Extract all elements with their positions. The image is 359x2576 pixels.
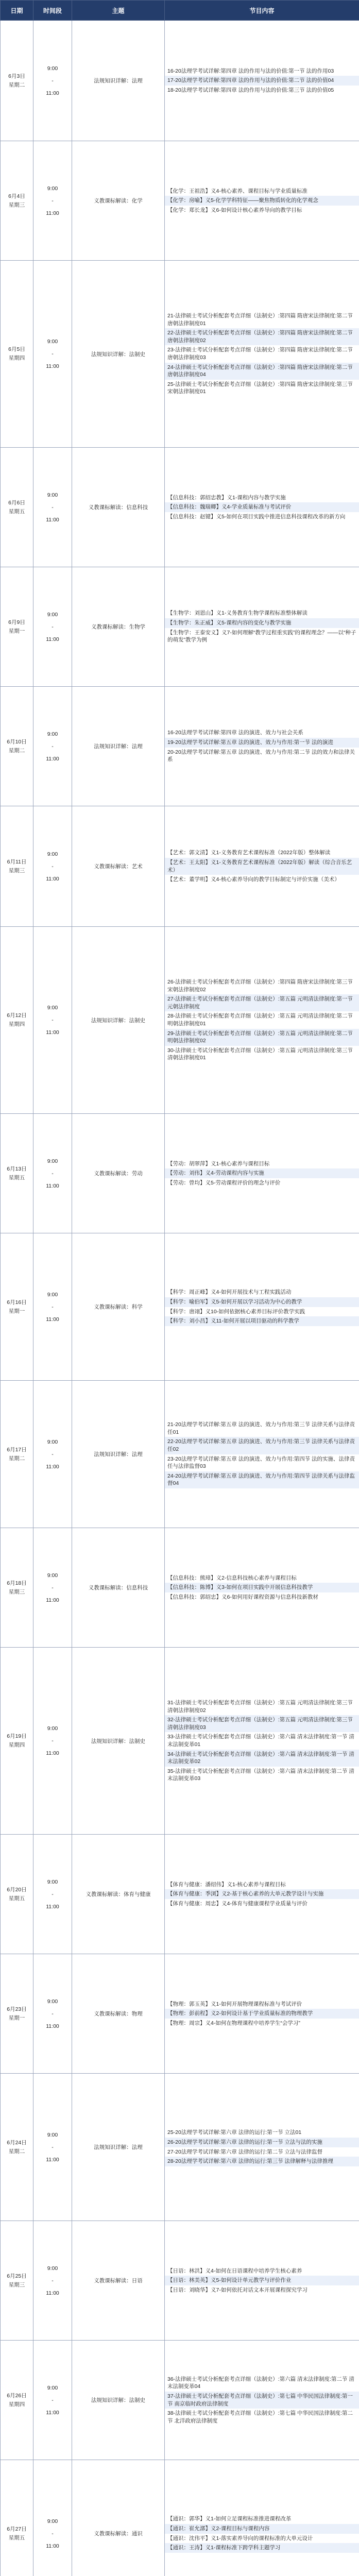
date-text: 6月9日 [1,618,33,627]
date-cell [1,2460,33,2576]
schedule-row [1,141,359,261]
program-item: 35-法律硕士考试分析配套考点详细（法制史）:第六篇 清末法律制度:第二节 清末法制变革03 [165,1767,359,1784]
content-cell [165,141,359,261]
program-item: 【通识：郭华】义1-如何立足课程标准推进课程改革 [165,2514,359,2524]
time-end: 11:00 [33,2020,72,2032]
program-item: 【科学：周正峰】义4-如何开展技术与工程实践活动 [165,1287,359,1297]
time-sep: - [33,75,72,87]
date-cell [1,1381,33,1528]
schedule-row [1,261,359,448]
date-cell [1,2341,33,2460]
weekday-text: 星期三 [1,2281,33,2290]
date-cell [1,1835,33,1954]
time-sep: - [33,195,72,207]
date-cell [1,141,33,261]
weekday-text: 星期四 [1,1020,33,1029]
time-end: 11:00 [33,753,72,765]
time-sep: - [33,2141,72,2154]
weekday-text: 星期二 [1,747,33,755]
time-sep: - [33,1014,72,1026]
program-item: 26-法律硕士考试分析配套考点详细（法制史）:第四篇 隋唐宋法律制度:第三节 宋朝法律制度02 [165,977,359,994]
program-item: 27-20法理学考试详解:第六章 法律的运行:第二节 立法与法律监督 [165,2147,359,2157]
time-cell [33,687,72,806]
time-start: 9:00 [33,2129,72,2141]
date-cell [1,21,33,141]
time-sep: - [33,2008,72,2020]
program-item: 28-20法理学考试详解:第六章 法律的运行:第三节 法律解释与法律推理 [165,2157,359,2166]
time-sep: - [33,1448,72,1461]
program-item: 38-法律硕士考试分析配套考点详细（法制史）:第七篇 中华民国法律制度:第二节 北洋政府法律制度 [165,2409,359,2426]
time-start: 9:00 [33,728,72,740]
topic-cell: 法规知识详解：法理 [72,21,165,141]
program-item: 【信息科技：熊璋】义2-信息科技核心素养与课程目标 [165,1573,359,1583]
weekday-text: 星期四 [1,2400,33,2409]
content-cell [165,927,359,1114]
program-item: 【体育与健康：周忠】义4-体育与健康课程学业质量与评价 [165,1899,359,1909]
content-cell [165,1835,359,1954]
topic-cell: 法规知识详解：法理 [72,1381,165,1528]
program-item: 29-法律硕士考试分析配套考点详细（法制史）:第五篇 元明清法律制度:第二节 明朝法律制度02 [165,1029,359,1046]
date-cell [1,261,33,448]
date-cell [1,927,33,1114]
time-start: 9:00 [33,848,72,860]
weekday-text: 星期二 [1,2147,33,2156]
time-cell [33,2341,72,2460]
content-cell [165,1114,359,1233]
topic-cell: 义教课标解读：生物学 [72,567,165,687]
date-cell [1,1954,33,2074]
program-item: 22-法律硕士考试分析配套考点详细（法制史）:第四篇 隋唐宋法律制度:第二节 唐朝法律制度02 [165,328,359,345]
program-item: 16-20法理学考试详解:第四章 法的作用与法的价值:第一节 法的作用03 [165,66,359,76]
weekday-text: 星期五 [1,507,33,516]
date-cell [1,1528,33,1648]
time-sep: - [33,501,72,514]
time-start: 9:00 [33,2515,72,2528]
time-end: 11:00 [33,1594,72,1606]
time-end: 11:00 [33,1180,72,1192]
time-sep: - [33,860,72,873]
topic-cell: 法规知识详解：法理 [72,687,165,806]
time-cell [33,806,72,927]
time-cell [33,2074,72,2221]
time-cell [33,1648,72,1835]
date-text: 6月24日 [1,2139,33,2147]
date-cell [1,1114,33,1233]
date-cell [1,2221,33,2341]
program-item: 【艺术：董学明】义4-核心素养导向的教学目标制定与评价实施（美术） [165,875,359,885]
program-item: 33-法律硕士考试分析配套考点详细（法制史）:第六篇 清末法律制度:第一节 清末法制变革01 [165,1732,359,1749]
schedule-row [1,1528,359,1648]
topic-cell: 义教课标解读：物理 [72,1954,165,2074]
time-sep: - [33,2275,72,2287]
weekday-text: 星期四 [1,354,33,363]
time-cell [33,21,72,141]
program-item: 【化学：房喻】义5-化学学科特征——聚焦物质转化的化学观念 [165,196,359,206]
program-item: 24-法律硕士考试分析配套考点详细（法制史）:第四篇 隋唐宋法律制度:第二节 唐朝法律制度04 [165,363,359,380]
date-cell [1,1648,33,1835]
program-item: 【劳动：刘伟】义4-劳动课程内容与实施 [165,1168,359,1178]
time-start: 9:00 [33,2262,72,2275]
program-item: 23-法律硕士考试分析配套考点详细（法制史）:第四篇 隋唐宋法律制度:第二节 唐朝法律制度03 [165,345,359,362]
date-text: 6月23日 [1,2005,33,2014]
date-text: 6月16日 [1,1298,33,1307]
program-item: 24-20法理学考试详解:第五章 法的演进、效力与作用:第四节 法律关系与法律监督04 [165,1471,359,1488]
program-item: 26-20法理学考试详解:第六章 法律的运行:第一节 立法与法的实施 [165,2138,359,2147]
content-cell [165,2074,359,2221]
time-sep: - [33,1167,72,1180]
time-start: 9:00 [33,1436,72,1448]
time-end: 11:00 [33,1313,72,1326]
program-item: 【通识：崔允漷】义2-课程目标与课程内容 [165,2524,359,2534]
header-content: 节目内容 [165,1,359,21]
time-start: 9:00 [33,608,72,621]
time-end: 11:00 [33,1461,72,1473]
program-item: 25-20法理学考试详解:第六章 法律的运行:第一节 立法01 [165,2128,359,2138]
program-item: 【艺术：郭文清】义1-义务教育艺术课程标准（2022年版）整体解读 [165,848,359,858]
schedule-row [1,1381,359,1528]
topic-cell: 义教课标解读：体育与健康 [72,1835,165,1954]
schedule-row [1,2221,359,2341]
topic-cell: 法规知识详解：法理 [72,2074,165,2221]
topic-cell: 法规知识详解：法制史 [72,1648,165,1835]
program-item: 21-20法理学考试详解:第五章 法的演进、效力与作用:第三节 法律关系与法律责任01 [165,1420,359,1437]
header-row [1,1,359,21]
program-item: 31-法律硕士考试分析配套考点详细（法制史）:第五篇 元明清法律制度:第三节 清朝法律制度02 [165,1698,359,1715]
time-sep: - [33,1888,72,1901]
time-end: 11:00 [33,360,72,372]
time-start: 9:00 [33,1569,72,1582]
date-text: 6月25日 [1,2272,33,2281]
time-start: 9:00 [33,62,72,75]
time-cell [33,1528,72,1648]
time-end: 11:00 [33,2287,72,2299]
program-item: 34-法律硕士考试分析配套考点详细（法制史）:第六篇 清末法律制度:第一节 清末法制变革02 [165,1750,359,1767]
program-item: 【信息科技：郭绍忠教】义1-课程内容与教学实施 [165,493,359,503]
program-item: 20-20法理学考试详解:第五章 法的演进、效力与作用:第二节 法的效力和法律关系 [165,748,359,765]
schedule-row [1,1233,359,1381]
date-cell [1,687,33,806]
program-item: 32-法律硕士考试分析配套考点详细（法制史）:第五篇 元明清法律制度:第三节 清朝法律制度03 [165,1715,359,1732]
time-start: 9:00 [33,335,72,348]
program-item: 36-法律硕士考试分析配套考点详细（法制史）:第六篇 清末法律制度:第二节 清末法制变革04 [165,2375,359,2392]
topic-cell: 义教课标解读：信息科技 [72,448,165,567]
time-sep: - [33,348,72,360]
program-item: 【生物学：刘恩山】义1-义务教育生物学课程标准整体解读 [165,608,359,618]
program-item: 【物理：周宗】义4-如何在物理课程中培养学生“会学习” [165,2019,359,2028]
topic-cell: 义教课标解读：通识 [72,2460,165,2576]
time-start: 9:00 [33,2382,72,2394]
time-start: 9:00 [33,1155,72,1167]
time-end: 11:00 [33,2406,72,2419]
program-item: 21-法律硕士考试分析配套考点详细（法制史）:第四篇 隋唐宋法律制度:第二节 唐朝法律制度01 [165,311,359,328]
content-cell [165,2341,359,2460]
program-item: 【艺术：王太阳】义1-义务教育艺术课程标准（2022年版）解读（综合音乐艺术） [165,858,359,875]
program-item: 【生物学：朱正威】义5-课程内容的变化与教学实施 [165,618,359,628]
content-cell [165,687,359,806]
topic-cell: 法规知识详解：法制史 [72,927,165,1114]
content-cell [165,567,359,687]
schedule-row [1,2341,359,2460]
header-topic: 主题 [72,1,165,21]
topic-cell: 义教课标解读：信息科技 [72,1528,165,1648]
time-start: 9:00 [33,1002,72,1014]
program-item: 【劳动：胡翠萍】义1-核心素养与课程目标 [165,1159,359,1169]
topic-cell: 法规知识详解：法制史 [72,2341,165,2460]
program-item: 22-20法理学考试详解:第五章 法的演进、效力与作用:第三节 法律关系与法律责任02 [165,1437,359,1454]
time-cell [33,1381,72,1528]
program-item: 18-20法理学考试详解:第四章 法的作用与法的价值:第三节 法的价值05 [165,86,359,95]
program-item: 30-法律硕士考试分析配套考点详细（法制史）:第五篇 元明清法律制度:第三节 清朝法律制度01 [165,1046,359,1063]
topic-cell: 义教课标解读：艺术 [72,806,165,927]
time-end: 11:00 [33,514,72,526]
time-cell [33,1114,72,1233]
date-text: 6月11日 [1,858,33,867]
time-sep: - [33,2394,72,2406]
program-item: 【劳动：曾均】义5-劳动课程评价的理念与评价 [165,1178,359,1188]
topic-cell: 义教课标解读：化学 [72,141,165,261]
program-item: 【信息科技：郭绍忠】义6-如何用好课程资源与信息科技新教材 [165,1592,359,1602]
time-sep: - [33,740,72,753]
date-text: 6月20日 [1,1886,33,1894]
schedule-row [1,1114,359,1233]
program-item: 【科学：喻伯军】义5-如何开展以学习活动为中心的教学 [165,1297,359,1307]
time-end: 11:00 [33,633,72,646]
date-text: 6月5日 [1,345,33,354]
time-cell [33,261,72,448]
time-end: 11:00 [33,1901,72,1913]
topic-cell: 义教课标解读：科学 [72,1233,165,1381]
program-item: 【日语：刘晓华】义7-如何依托对话文本开展课程探究学习 [165,2285,359,2295]
content-cell [165,1233,359,1381]
date-text: 6月27日 [1,2525,33,2534]
content-cell [165,2221,359,2341]
program-item: 19-20法理学考试详解:第五章 法的演进、效力与作用:第一节 法的演进 [165,738,359,748]
time-cell [33,1954,72,2074]
time-end: 11:00 [33,2540,72,2552]
program-item: 37-法律硕士考试分析配套考点详细（法制史）:第七篇 中华民国法律制度:第一节 南京临时政府法律制度 [165,2392,359,2409]
time-end: 11:00 [33,207,72,219]
time-start: 9:00 [33,1289,72,1301]
time-start: 9:00 [33,182,72,195]
date-cell [1,567,33,687]
weekday-text: 星期五 [1,1174,33,1182]
program-item: 【日语：林美英】义5-如何设计单元教学与评价作业 [165,2276,359,2285]
time-cell [33,141,72,261]
schedule-row [1,2460,359,2576]
weekday-text: 星期一 [1,1307,33,1316]
program-item: 【信息科技：陈博】义3-如何在项目实践中开展信息科技教学 [165,1583,359,1592]
content-cell [165,806,359,927]
date-text: 6月26日 [1,2392,33,2400]
schedule-row [1,1648,359,1835]
time-end: 11:00 [33,2154,72,2166]
date-cell [1,2074,33,2221]
weekday-text: 星期一 [1,2014,33,2023]
program-item: 23-20法理学考试详解:第五章 法的演进、效力与作用:第四节 法的实施、法律责任与法律监督03 [165,1454,359,1471]
date-text: 6月12日 [1,1011,33,1020]
content-cell [165,1528,359,1648]
time-cell [33,1835,72,1954]
date-text: 6月17日 [1,1446,33,1454]
time-end: 11:00 [33,87,72,99]
time-cell [33,2221,72,2341]
program-item: 25-法律硕士考试分析配套考点详细（法制史）:第四篇 隋唐宋法律制度:第三节 宋朝法律制度01 [165,380,359,397]
date-cell [1,806,33,927]
topic-cell: 义教课标解读：劳动 [72,1114,165,1233]
time-sep: - [33,621,72,633]
time-end: 11:00 [33,1747,72,1759]
weekday-text: 星期五 [1,1894,33,1903]
program-item: 【化学：郑长龙】义6-如何设计核心素养导向的教学目标 [165,206,359,215]
schedule-row [1,1954,359,2074]
content-cell [165,448,359,567]
schedule-row [1,806,359,927]
header-date: 日期 [1,1,33,21]
weekday-text: 星期三 [1,201,33,210]
date-cell [1,448,33,567]
date-text: 6月10日 [1,738,33,747]
date-text: 6月13日 [1,1165,33,1174]
time-sep: - [33,1735,72,1747]
time-start: 9:00 [33,1995,72,2008]
program-item: 28-法律硕士考试分析配套考点详细（法制史）:第五篇 元明清法律制度:第二节 明朝法律制度01 [165,1011,359,1028]
program-item: 【科学：刘小昌】义11-如何开展以项目驱动的科学教学 [165,1316,359,1326]
program-item: 17-20法理学考试详解:第四章 法的作用与法的价值:第二节 法的价值04 [165,76,359,86]
weekday-text: 星期三 [1,1588,33,1597]
time-cell [33,567,72,687]
time-sep: - [33,1301,72,1313]
program-item: 【体育与健康：季浏】义2-基于核心素养的大单元教学设计与实施 [165,1889,359,1899]
program-item: 【物理：彭前程】义2-如何设计基于学业质量标准的物理教学 [165,2009,359,2019]
program-item: 16-20法理学考试详解:第四章 法的演进、效力与社会关系 [165,728,359,738]
weekday-text: 星期二 [1,1454,33,1463]
content-cell [165,1381,359,1528]
time-sep: - [33,1582,72,1594]
time-cell [33,927,72,1114]
program-item: 【体育与健康：潘绍伟】义1-核心素养与课程目标 [165,1880,359,1890]
time-end: 11:00 [33,873,72,885]
topic-cell: 法规知识详解：法制史 [72,261,165,448]
program-item: 【物理：郭玉英】义1-如何开展物理课程标准与考试评价 [165,1999,359,2009]
schedule-row [1,2074,359,2221]
date-text: 6月19日 [1,1732,33,1741]
time-start: 9:00 [33,489,72,501]
date-text: 6月18日 [1,1579,33,1588]
program-item: 【信息科技：魏瑞卿】义4-学业质量标准与考试评价 [165,502,359,512]
content-cell [165,21,359,141]
program-item: 【日语：林洪】义4-如何在日语课程中培养学生核心素养 [165,2266,359,2276]
schedule-row [1,927,359,1114]
time-cell [33,1233,72,1381]
weekday-text: 星期四 [1,1741,33,1750]
program-item: 【通识：沈伟平】义1-落实素养导向的课程标准的大单元设计 [165,2534,359,2544]
time-cell [33,448,72,567]
schedule-row [1,448,359,567]
program-item: 【信息科技：赵键】义5-如何在项目实践中推进信息科技课程改革的新方向 [165,512,359,522]
time-sep: - [33,2528,72,2540]
program-item: 【通识：王涛】义1-课程标准下跨学科主题学习 [165,2543,359,2553]
weekday-text: 星期一 [1,627,33,636]
time-start: 9:00 [33,1722,72,1735]
content-cell [165,2460,359,2576]
schedule-row [1,567,359,687]
time-end: 11:00 [33,1026,72,1039]
date-cell [1,1233,33,1381]
content-cell [165,1954,359,2074]
date-text: 6月6日 [1,499,33,507]
program-item: 27-法律硕士考试分析配套考点详细（法制史）:第五篇 元明清法律制度:第一节 元朝法律制度 [165,994,359,1011]
weekday-text: 星期三 [1,867,33,875]
weekday-text: 星期五 [1,2534,33,2543]
topic-cell: 义教课标解读：日语 [72,2221,165,2341]
program-item: 【生物学：王泰安义】义7-如何理解“教学过程重实践”的课程理念？——以“种子的萌发”教学为例 [165,628,359,645]
schedule-row [1,1835,359,1954]
weekday-text: 星期二 [1,81,33,90]
content-cell [165,1648,359,1835]
content-cell [165,261,359,448]
schedule-row [1,687,359,806]
date-text: 6月4日 [1,192,33,201]
header-time: 时间段 [33,1,72,21]
program-item: 【科学：唐翊】义10-如何依据核心素养目标评价教学实践 [165,1307,359,1317]
time-cell [33,2460,72,2576]
program-item: 【化学：王祖浩】义4-核心素养、课程目标与学业质量标准 [165,187,359,196]
time-start: 9:00 [33,1876,72,1888]
date-text: 6月3日 [1,72,33,81]
schedule-row [1,21,359,141]
